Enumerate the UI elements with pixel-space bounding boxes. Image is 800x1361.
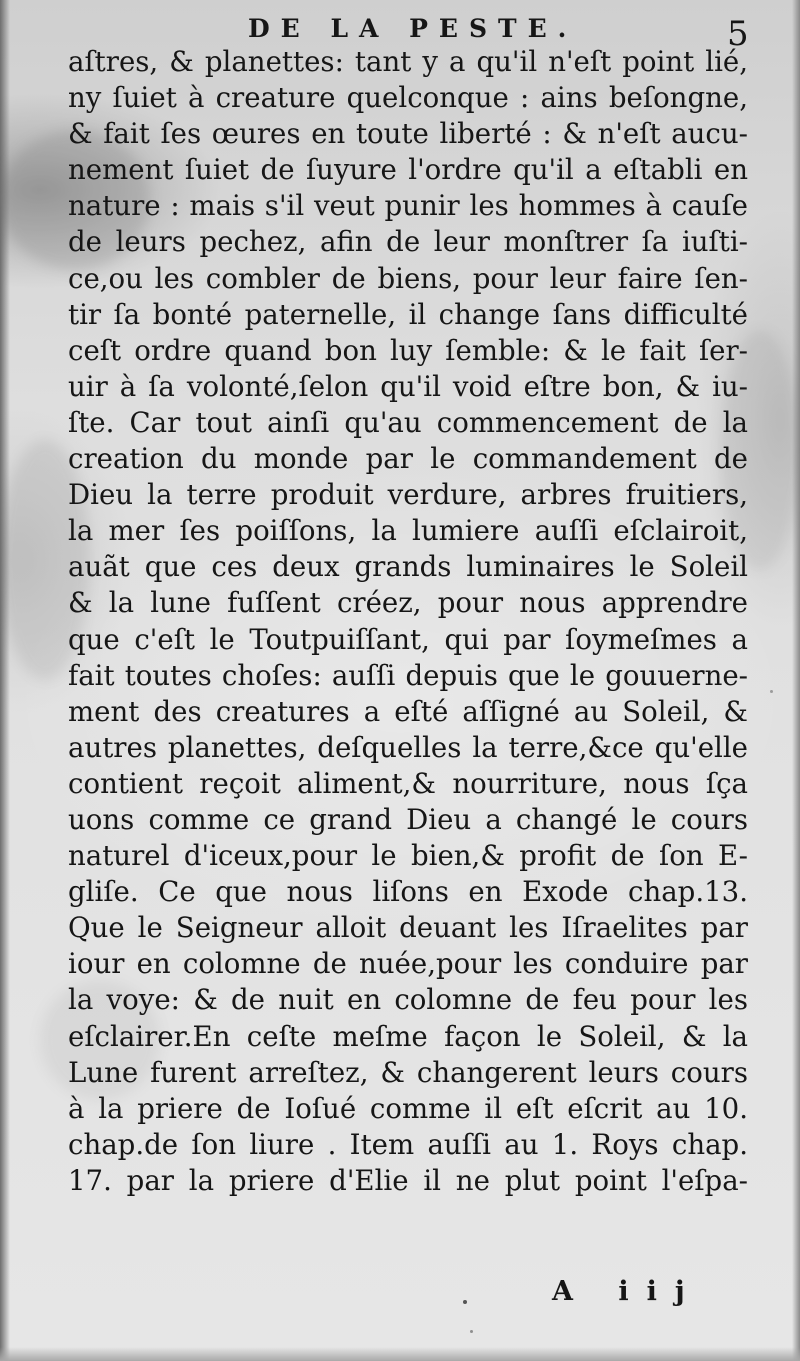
text-line: ment des creatures a eſté aſſigné au Soleil, &: [68, 694, 748, 728]
text-line: la voye: & de nuit en colomne de feu pour les: [68, 983, 748, 1017]
text-line: ſte. Car tout ainſi qu'au commencement de la: [68, 405, 748, 439]
signature-mark: A iij: [552, 1276, 703, 1307]
page-edge-shadow-bottom: [0, 1347, 800, 1361]
text-line: uons comme ce grand Dieu a changé le cours: [68, 802, 748, 836]
page-number: 5: [727, 14, 749, 54]
ink-speck: [463, 1300, 467, 1304]
text-line: que c'eſt le Toutpuiſſant, qui par ſoymeſmes a: [68, 622, 748, 656]
text-line: la mer ſes poiſſons, la lumiere auſſi eſclairoit,: [68, 514, 748, 548]
text-line: naturel d'iceux,pour le bien,& profit de ſon E-: [68, 839, 748, 873]
text-line: ny ſuiet à creature quelconque : ains beſongne,: [68, 81, 748, 115]
text-line: uir à ſa volonté,ſelon qu'il void eſtre bon, & iu-: [68, 369, 748, 403]
text-line: creation du monde par le commandement de: [68, 442, 748, 476]
text-line: tir ſa bonté paternelle, il change ſans difficulté: [68, 297, 748, 331]
text-line: ceſt ordre quand bon luy ſemble: & le fait ſer-: [68, 333, 748, 367]
text-line: Dieu la terre produit verdure, arbres fruitiers,: [68, 478, 748, 512]
text-line: à la priere de Ioſué comme il eſt eſcrit au 10.: [68, 1091, 748, 1125]
text-line: autres planettes, deſquelles la terre,&ce qu'elle: [68, 730, 748, 764]
running-head: DE LA PESTE.: [248, 14, 578, 43]
ink-speck: [470, 1330, 473, 1333]
text-line: 17. par la priere d'Elie il ne plut point l'eſpa-: [68, 1163, 748, 1197]
text-line: contient reçoit aliment,& nourriture, nous ſça: [68, 766, 748, 800]
text-line: auãt que ces deux grands luminaires le Soleil: [68, 550, 748, 584]
text-line: eſclairer.En ceſte meſme façon le Soleil, & la: [68, 1019, 748, 1053]
body-text: [68, 44, 748, 1199]
text-line: chap.de ſon liure . Item auſſi au 1. Roys chap.: [68, 1127, 748, 1161]
text-line: gliſe. Ce que nous liſons en Exode chap.13.: [68, 875, 748, 909]
text-line: iour en colomne de nuée,pour les conduire par: [68, 947, 748, 981]
text-line: nement ſuiet de ſuyure l'ordre qu'il a eſtabli en: [68, 153, 748, 187]
text-line: & la lune fuſſent créez, pour nous apprendre: [68, 586, 748, 620]
text-line: Lune furent arreſtez, & changerent leurs cours: [68, 1055, 748, 1089]
ink-speck: [770, 690, 773, 693]
text-line: aſtres, & planettes: tant y a qu'il n'eſt point lié,: [68, 45, 748, 78]
text-line: de leurs pechez, afin de leur monſtrer ſa iuſti-: [68, 225, 748, 259]
text-line: ce,ou les combler de biens, pour leur faire ſen-: [68, 261, 748, 295]
text-line: & fait ſes œures en toute liberté : & n'eſt aucu-: [68, 117, 748, 151]
text-line: Que le Seigneur alloit deuant les Iſraelites par: [68, 911, 748, 945]
page-edge-shadow-right: [792, 0, 800, 1361]
text-line: fait toutes choſes: auſſi depuis que le gouuerne-: [68, 658, 748, 692]
text-line: nature : mais s'il veut punir les hommes à cauſe: [68, 189, 748, 223]
